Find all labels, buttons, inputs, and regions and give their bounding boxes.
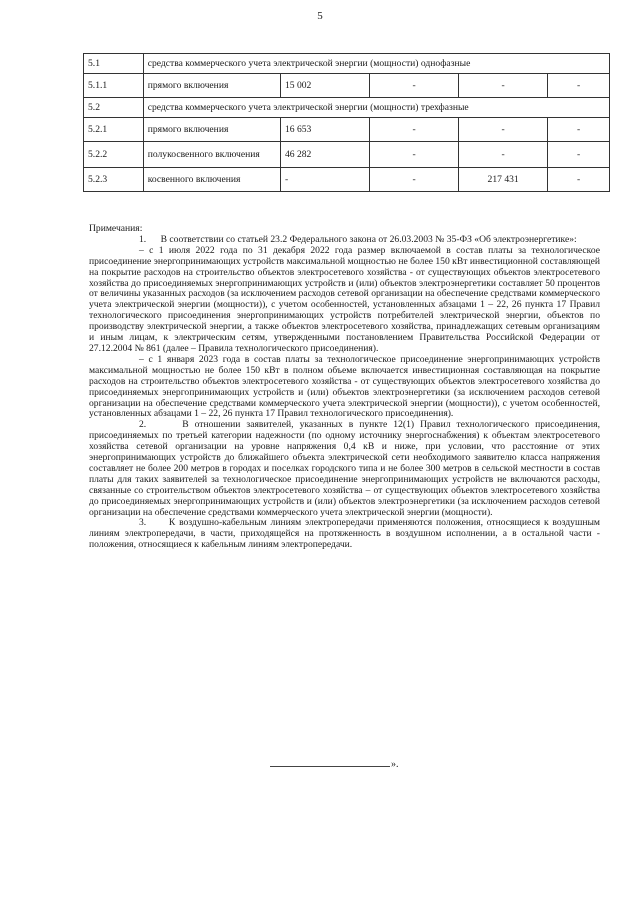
table-row [84,74,610,98]
value-cell: - [548,74,610,98]
table-row [84,142,610,168]
note-1-item-b: – с 1 января 2023 года в состав платы за технологическое присоединение энергопринимающих устройств максимальной мощностью не более 150 кВт в полном объеме включается инвестиционная составляющая на покрытие расходов на строительство объектов электросетевого хозяйства - от существующих объектов электросетевого хозяйства до присоединяемых энергопринимающих устройств и (или) объектов электроэнергетики (за исключением расходов сетевой организации на обеспечение средствами коммерческого учета электрической энергии (мощности)), с учетом особенностей, установленных абзацами 1 – 22, 26 пункта 17 Правил технологического присоединения). [89,353,600,420]
value-cell: - [548,118,610,142]
value-cell: 46 282 [280,142,369,168]
row-name: прямого включения [143,118,280,142]
notes-section [89,224,600,551]
tariff-table [83,53,610,192]
note-1-item-a: – с 1 июля 2022 года по 31 декабря 2022 года размер включаемой в состав платы за технологическое присоединение энергопринимающих устройств максимальной мощностью не более 150 кВт инвестиционной составляющей на покрытие расходов на строительство объектов электросетевого хозяйства - от существующих объектов электросетевого хозяйства до присоединяемых энергопринимающих устройств и (или) объектов электроэнергетики составляет 50 процентов от величины указанных расходов (за исключением расходов сетевой организации на обеспечение средствами коммерческого учета электрической энергии (мощности)), с учетом особенностей, установленных абзацами 1 – 22, 26 пункта 17 Правил технологического присоединения энергопринимающих устройств потребителей электрической энергии, объектов по производству электрической энергии, а также объектов электросетевого хозяйства, принадлежащих сетевым организациям и иным лицам, к электрическим сетям, утвержденными постановлением Правительства Российской Федерации от 27.12.2004 № 861 (далее – Правила технологического присоединения). [89,244,600,354]
note-3: 3. К воздушно-кабельным линиям электропередачи применяются положения, относящиеся к воздушным линиям электропередачи, в части, приходящейся на протяженность в воздушном исполнении, а в остальной части - положения, относящиеся к кабельным линиям электропередачи. [89,517,600,551]
note-1: 1. В соответствии со статьей 23.2 Федерального закона от 26.03.2003 № 35-ФЗ «Об электроэнергетике»: [139,233,577,245]
value-cell: 217 431 [459,168,548,192]
notes-heading: Примечания: [89,223,143,234]
closing-line [270,758,399,770]
row-number: 5.2 [84,98,144,118]
value-cell: - [548,168,610,192]
value-cell: - [370,142,459,168]
row-number: 5.2.1 [84,118,144,142]
closing-mark: ». [391,759,399,770]
value-cell: - [370,118,459,142]
section-title: средства коммерческого учета электрической энергии (мощности) трехфазные [143,98,609,118]
value-cell: 15 002 [280,74,369,98]
value-cell: - [459,118,548,142]
value-cell: - [548,142,610,168]
row-name: прямого включения [143,74,280,98]
section-title: средства коммерческого учета электрической энергии (мощности) однофазные [143,54,609,74]
table-row [84,54,610,74]
row-name: косвенного включения [143,168,280,192]
value-cell: - [370,168,459,192]
note-2: 2. В отношении заявителей, указанных в пункте 12(1) Правил технологического присоединения, присоединяемых по третьей категории надежности (по одному источнику энергоснабжения) к объектам электросетевого хозяйства сетевой организации на уровне напряжения 0,4 кВ и ниже, при условии, что расстояние от этих энергопринимающих устройств до ближайшего объекта электрической сети необходимого заявителю класса напряжения составляет не более 200 метров в городах и поселках городского типа и не более 300 метров в сельской местности в состав платы для таких заявителей за технологическое присоединение энергопринимающих устройств не включаются расходы, связанные со строительством объектов электросетевого хозяйства – от существующих объектов электросетевого хозяйства до присоединяемых энергопринимающих устройств и (или) объектов электроэнергетики (за исключением расходов сетевой организации на обеспечение средствами коммерческого учета электрической энергии (мощности). [89,419,600,518]
value-cell: - [370,74,459,98]
row-number: 5.2.3 [84,168,144,192]
row-number: 5.2.2 [84,142,144,168]
value-cell: 16 653 [280,118,369,142]
value-cell: - [459,74,548,98]
value-cell: - [280,168,369,192]
table-row [84,168,610,192]
row-number: 5.1 [84,54,144,74]
table-row [84,98,610,118]
closing-rule [270,758,390,767]
row-number: 5.1.1 [84,74,144,98]
table-row [84,118,610,142]
row-name: полукосвенного включения [143,142,280,168]
page-number: 5 [317,10,323,22]
value-cell: - [459,142,548,168]
